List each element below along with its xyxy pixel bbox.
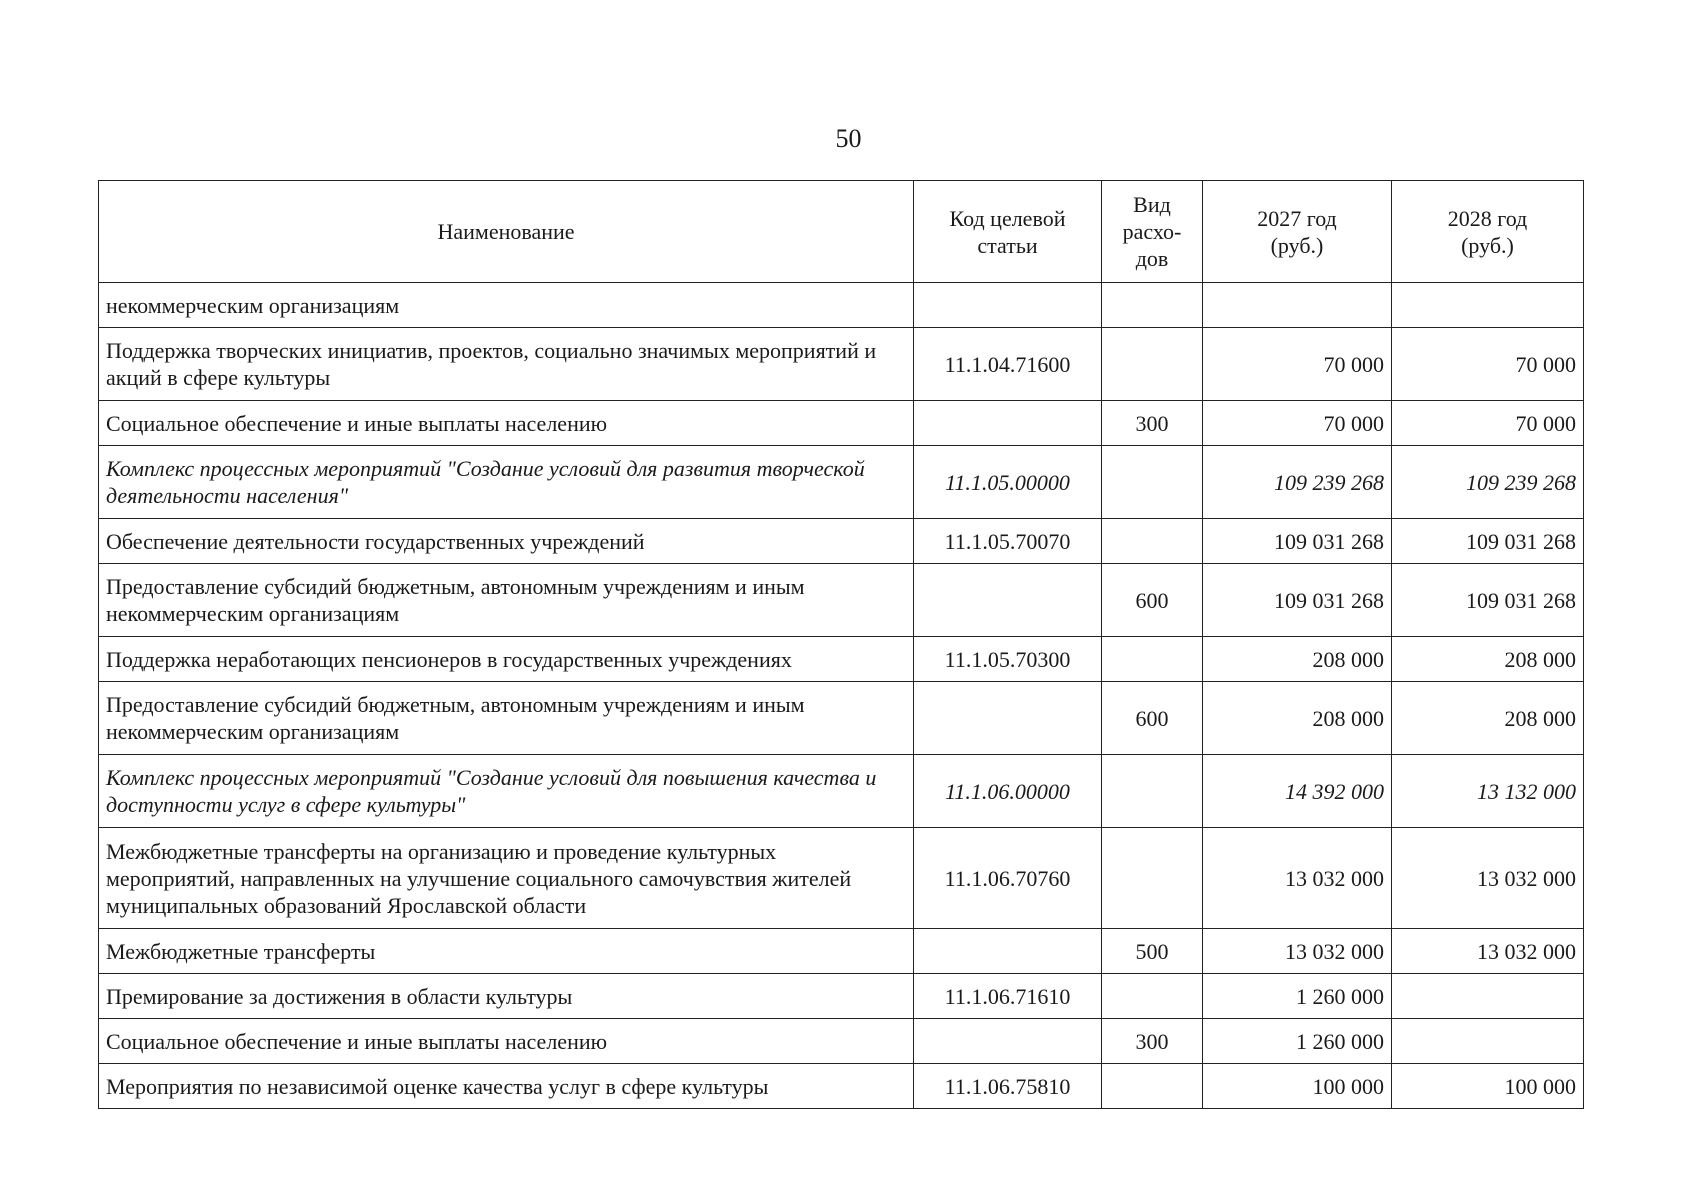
header-name: Наименование	[99, 181, 914, 283]
cell-name: Премирование за достижения в области культуры	[99, 974, 914, 1019]
cell-2028: 100 000	[1392, 1064, 1584, 1109]
cell-2027: 70 000	[1203, 328, 1392, 401]
cell-code	[914, 929, 1102, 974]
cell-2028: 13 032 000	[1392, 828, 1584, 929]
table-row	[99, 1019, 1584, 1064]
cell-2027: 1 260 000	[1203, 1019, 1392, 1064]
cell-2028: 109 031 268	[1392, 564, 1584, 637]
cell-2027: 109 031 268	[1203, 564, 1392, 637]
header-code: Код целевой статьи	[914, 181, 1102, 283]
table-body	[99, 283, 1584, 1109]
cell-name: Предоставление субсидий бюджетным, автономным учреждениям и иным некоммерческим организациям	[99, 564, 914, 637]
cell-name: Поддержка творческих инициатив, проектов, социально значимых мероприятий и акций в сфере культуры	[99, 328, 914, 401]
cell-2028: 70 000	[1392, 401, 1584, 446]
cell-2027: 109 239 268	[1203, 446, 1392, 519]
cell-code: 11.1.06.70760	[914, 828, 1102, 929]
cell-2027: 13 032 000	[1203, 929, 1392, 974]
cell-2028: 109 239 268	[1392, 446, 1584, 519]
cell-expense-type	[1102, 637, 1203, 682]
cell-2027: 14 392 000	[1203, 755, 1392, 828]
cell-expense-type	[1102, 328, 1203, 401]
cell-expense-type: 300	[1102, 401, 1203, 446]
cell-2028	[1392, 974, 1584, 1019]
cell-2027: 208 000	[1203, 637, 1392, 682]
cell-expense-type	[1102, 755, 1203, 828]
cell-expense-type	[1102, 519, 1203, 564]
cell-code: 11.1.06.00000	[914, 755, 1102, 828]
cell-code	[914, 1019, 1102, 1064]
cell-2028: 70 000	[1392, 328, 1584, 401]
table-row	[99, 637, 1584, 682]
cell-2028	[1392, 1019, 1584, 1064]
table-row	[99, 828, 1584, 929]
cell-code: 11.1.05.00000	[914, 446, 1102, 519]
cell-2028: 13 132 000	[1392, 755, 1584, 828]
cell-2027: 70 000	[1203, 401, 1392, 446]
cell-expense-type: 600	[1102, 682, 1203, 755]
table-row	[99, 401, 1584, 446]
cell-2028	[1392, 283, 1584, 328]
cell-code	[914, 401, 1102, 446]
cell-code: 11.1.05.70300	[914, 637, 1102, 682]
cell-name: Комплекс процессных мероприятий "Создание условий для развития творческой деятельности населения"	[99, 446, 914, 519]
cell-code: 11.1.06.71610	[914, 974, 1102, 1019]
cell-code	[914, 564, 1102, 637]
table-row	[99, 519, 1584, 564]
cell-2028: 13 032 000	[1392, 929, 1584, 974]
cell-2027: 100 000	[1203, 1064, 1392, 1109]
table-row	[99, 929, 1584, 974]
cell-name: некоммерческим организациям	[99, 283, 914, 328]
header-expense-type: Вид расхо- дов	[1102, 181, 1203, 283]
table-header	[99, 181, 1584, 283]
cell-name: Комплекс процессных мероприятий "Создание условий для повышения качества и доступности услуг в сфере культуры"	[99, 755, 914, 828]
table-row-program	[99, 446, 1584, 519]
cell-2028: 208 000	[1392, 637, 1584, 682]
table-row	[99, 328, 1584, 401]
cell-expense-type	[1102, 974, 1203, 1019]
cell-name: Социальное обеспечение и иные выплаты населению	[99, 1019, 914, 1064]
header-year-2028: 2028 год (руб.)	[1392, 181, 1584, 283]
cell-2027: 13 032 000	[1203, 828, 1392, 929]
cell-name: Мероприятия по независимой оценке качества услуг в сфере культуры	[99, 1064, 914, 1109]
cell-2028: 208 000	[1392, 682, 1584, 755]
cell-code	[914, 682, 1102, 755]
cell-expense-type	[1102, 283, 1203, 328]
cell-2027	[1203, 283, 1392, 328]
cell-expense-type: 600	[1102, 564, 1203, 637]
cell-code: 11.1.06.75810	[914, 1064, 1102, 1109]
cell-expense-type	[1102, 828, 1203, 929]
cell-name: Межбюджетные трансферты на организацию и проведение культурных мероприятий, направленных на улучшение социального самочувствия жителей муниципальных образований Ярославской области	[99, 828, 914, 929]
cell-expense-type	[1102, 1064, 1203, 1109]
cell-name: Предоставление субсидий бюджетным, автономным учреждениям и иным некоммерческим организациям	[99, 682, 914, 755]
page-number: 50	[835, 124, 862, 153]
table-row	[99, 1064, 1584, 1109]
cell-name: Поддержка неработающих пенсионеров в государственных учреждениях	[99, 637, 914, 682]
cell-code: 11.1.05.70070	[914, 519, 1102, 564]
table-row	[99, 283, 1584, 328]
cell-2027: 1 260 000	[1203, 974, 1392, 1019]
table-row-program	[99, 755, 1584, 828]
cell-expense-type: 300	[1102, 1019, 1203, 1064]
cell-name: Социальное обеспечение и иные выплаты населению	[99, 401, 914, 446]
cell-code: 11.1.04.71600	[914, 328, 1102, 401]
table-row	[99, 564, 1584, 637]
table-row	[99, 682, 1584, 755]
cell-expense-type	[1102, 446, 1203, 519]
cell-2027: 208 000	[1203, 682, 1392, 755]
cell-name: Межбюджетные трансферты	[99, 929, 914, 974]
cell-2027: 109 031 268	[1203, 519, 1392, 564]
table-row	[99, 974, 1584, 1019]
cell-2028: 109 031 268	[1392, 519, 1584, 564]
cell-expense-type: 500	[1102, 929, 1203, 974]
budget-table	[98, 180, 1584, 1109]
cell-code	[914, 283, 1102, 328]
header-year-2027: 2027 год (руб.)	[1203, 181, 1392, 283]
cell-name: Обеспечение деятельности государственных учреждений	[99, 519, 914, 564]
